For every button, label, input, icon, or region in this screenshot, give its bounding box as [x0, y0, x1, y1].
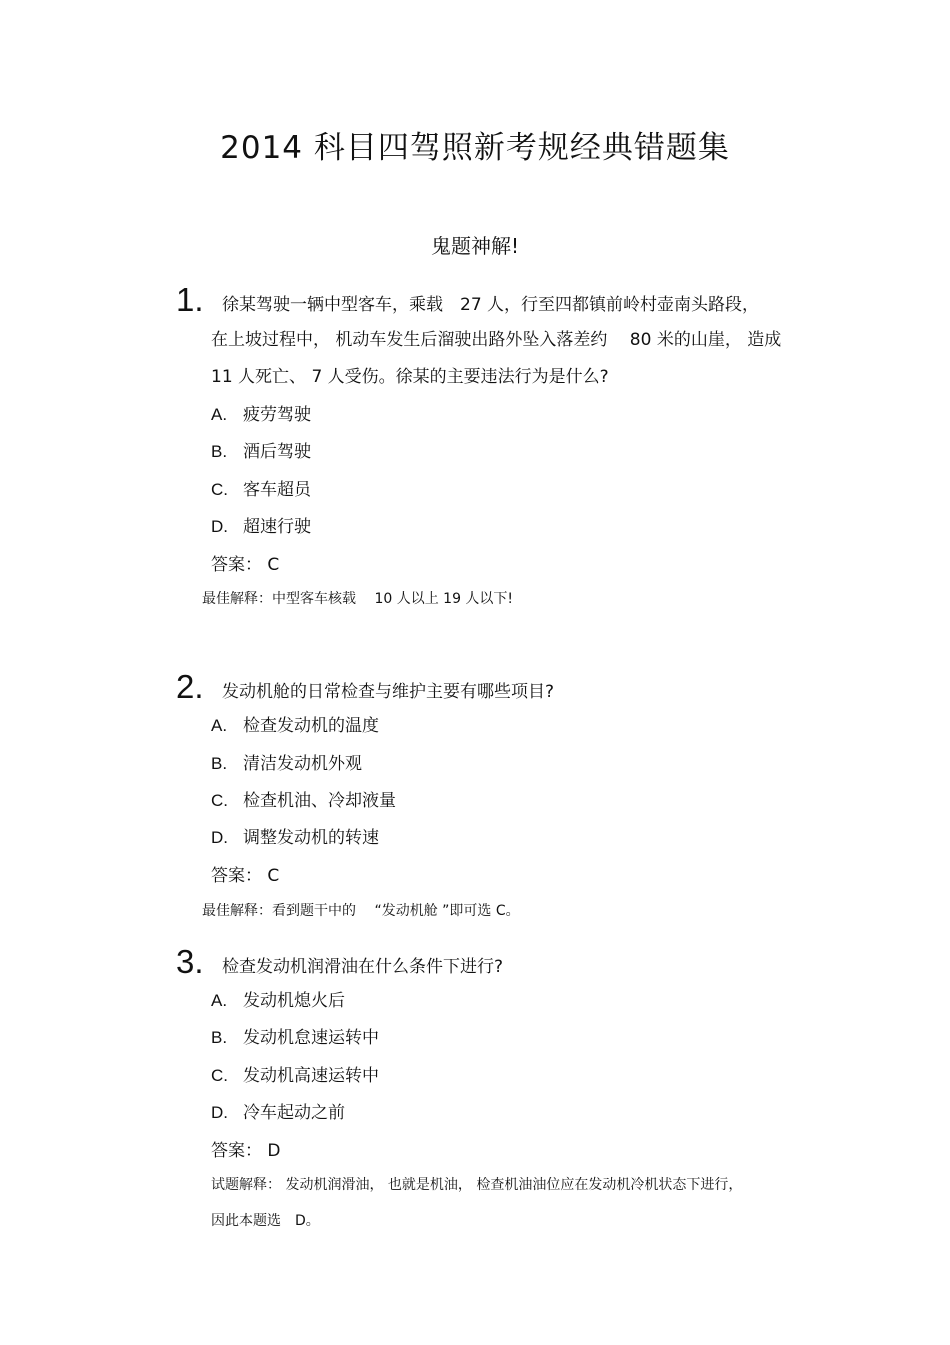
option-c [211, 1061, 379, 1086]
option-letter: C. [211, 480, 228, 499]
option-text: 超速行驶 [243, 517, 311, 537]
option-text: 发动机高速运转中 [243, 1066, 379, 1086]
option-letter: C. [211, 791, 228, 810]
option-text: 检查机油、冷却液量 [243, 791, 396, 811]
option-letter: B. [211, 1028, 228, 1047]
option-b [211, 437, 311, 462]
option-text: 酒后驾驶 [243, 442, 311, 462]
option-letter: A. [211, 991, 228, 1010]
option-text: 客车超员 [243, 480, 311, 500]
option-d [211, 823, 379, 848]
question-number: 1. [176, 281, 204, 318]
option-text: 发动机怠速运转中 [243, 1028, 379, 1048]
question-text-line: 11 人死亡、 7 人受伤。徐某的主要违法行为是什么? [211, 367, 609, 387]
option-text: 调整发动机的转速 [243, 828, 379, 848]
option-letter: A. [211, 405, 228, 424]
question-text-line: 发动机舱的日常检查与维护主要有哪些项目? [222, 682, 555, 702]
option-c [211, 786, 396, 811]
page-subtitle: 鬼题神解! [430, 234, 520, 258]
question-text-line: 检查发动机润滑油在什么条件下进行? [222, 957, 504, 977]
explanation: 试题解释： 发动机润滑油， 也就是机油， 检查机油油位应在发动机冷机状态下进行， [211, 1177, 743, 1193]
option-d [211, 512, 311, 537]
option-a [211, 711, 379, 736]
question-number: 3. [176, 943, 204, 980]
question-text-line: 在上坡过程中， 机动车发生后溜驶出路外坠入落差约 80 米的山崖， 造成 [211, 330, 782, 350]
option-c [211, 475, 311, 500]
option-text: 检查发动机的温度 [243, 716, 379, 736]
explanation: 最佳解释：中型客车核载 10 人以上 19 人以下! [202, 591, 514, 607]
answer: 答案： C [211, 866, 280, 886]
explanation: 因此本题选 D。 [211, 1213, 320, 1229]
option-letter: C. [211, 1066, 228, 1085]
option-letter: A. [211, 716, 228, 735]
option-d [211, 1098, 345, 1123]
option-letter: D. [211, 1103, 228, 1122]
page-title: 2014 科目四驾照新考规经典错题集 [220, 130, 730, 166]
option-a [211, 400, 311, 425]
option-text: 冷车起动之前 [243, 1103, 345, 1123]
option-text: 发动机熄火后 [243, 991, 345, 1011]
option-letter: B. [211, 754, 228, 773]
option-b [211, 1023, 379, 1048]
question-text-line: 徐某驾驶一辆中型客车，乘载 27 人，行至四都镇前岭村壶南头路段， [222, 295, 760, 315]
option-letter: B. [211, 442, 228, 461]
option-text: 清洁发动机外观 [243, 754, 362, 774]
question-number: 2. [176, 668, 204, 705]
answer: 答案： D [211, 1141, 281, 1161]
option-b [211, 749, 362, 774]
explanation: 最佳解释：看到题干中的 “发动机舱 ”即可选 C。 [202, 903, 520, 919]
answer: 答案： C [211, 555, 280, 575]
option-letter: D. [211, 517, 228, 536]
option-a [211, 986, 345, 1011]
option-text: 疲劳驾驶 [243, 405, 311, 425]
option-letter: D. [211, 828, 228, 847]
